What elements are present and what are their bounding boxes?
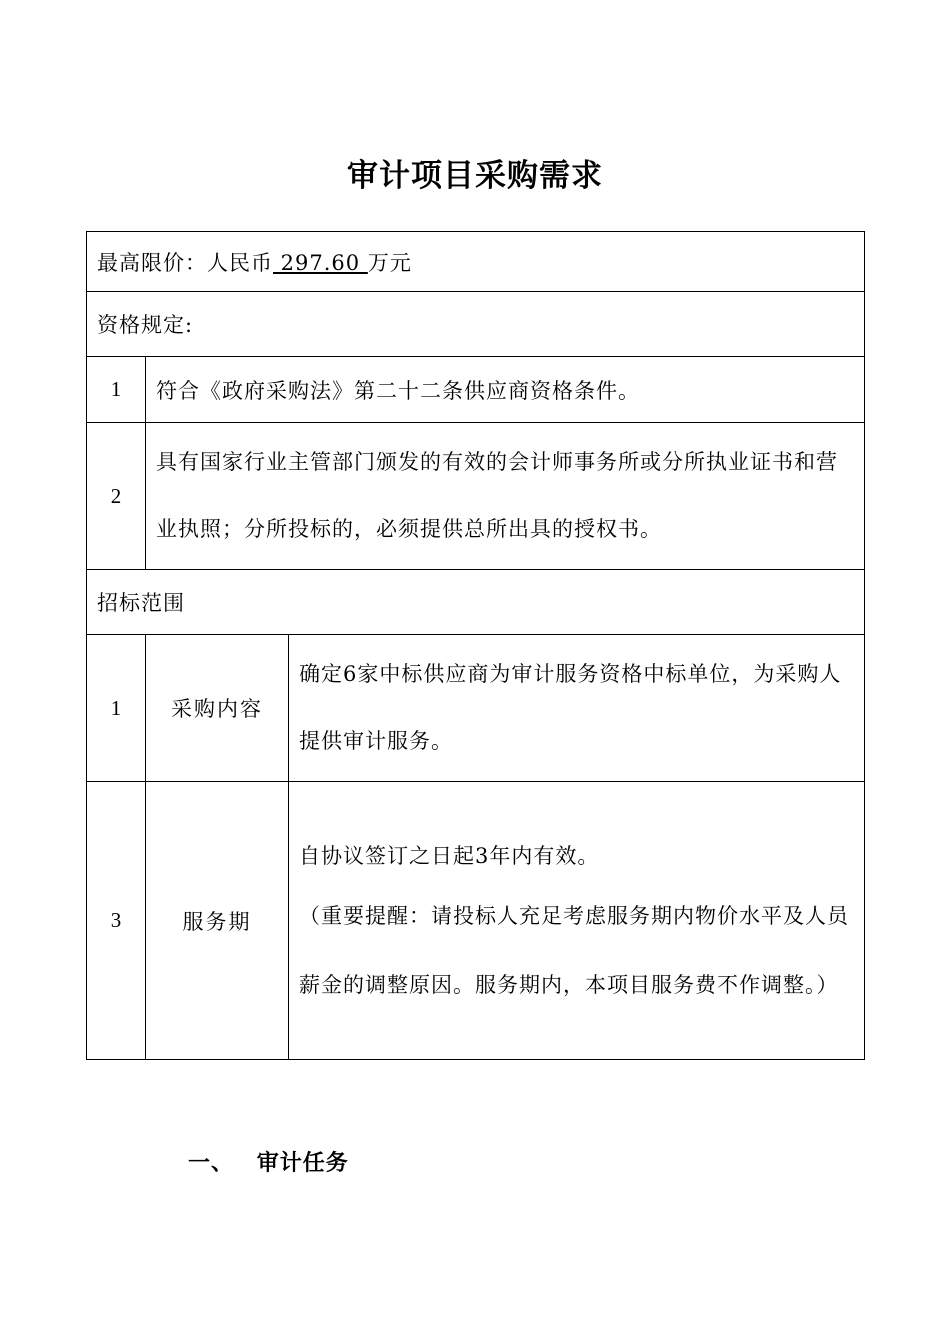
row-number: 1: [87, 635, 146, 782]
row-number: 3: [87, 782, 146, 1060]
price-cell: [87, 232, 865, 292]
section-title: 审计任务: [256, 1151, 349, 1176]
qualification-text: 具有国家行业主管部门颁发的有效的会计师事务所或分所执业证书和营业执照；分所投标的，必须提供总所出具的授权书。: [146, 423, 865, 570]
scope-label: 服务期: [146, 782, 289, 1060]
scope-text: [289, 782, 865, 1060]
scope-header: 招标范围: [87, 570, 865, 635]
qualification-text: 符合《政府采购法》第二十二条供应商资格条件。: [146, 357, 865, 423]
qualification-header-row: [87, 292, 865, 357]
qualification-row: [87, 423, 865, 570]
price-unit: 万元: [367, 250, 412, 275]
row-number: 1: [87, 357, 146, 423]
requirements-table: [86, 231, 865, 1060]
price-amount: 297.60: [273, 250, 368, 275]
scope-row: [87, 635, 865, 782]
scope-text: 确定6家中标供应商为审计服务资格中标单位，为采购人提供审计服务。: [289, 635, 865, 782]
service-period-note: （重要提醒：请投标人充足考虑服务期内物价水平及人员薪金的调整原因。服务期内，本项目服务费不作调整。）: [299, 903, 849, 997]
section-number: 一、: [188, 1151, 235, 1176]
service-period-text: 自协议签订之日起3年内有效。: [299, 843, 600, 868]
scope-label: 采购内容: [146, 635, 289, 782]
qualification-header: 资格规定:: [87, 292, 865, 357]
page-title: 审计项目采购需求: [347, 158, 603, 194]
scope-row: [87, 782, 865, 1060]
section-heading: [188, 1146, 349, 1177]
price-row: [87, 232, 865, 292]
qualification-row: [87, 357, 865, 423]
scope-header-row: [87, 570, 865, 635]
price-label: 最高限价：人民币: [97, 250, 273, 275]
row-number: 2: [87, 423, 146, 570]
